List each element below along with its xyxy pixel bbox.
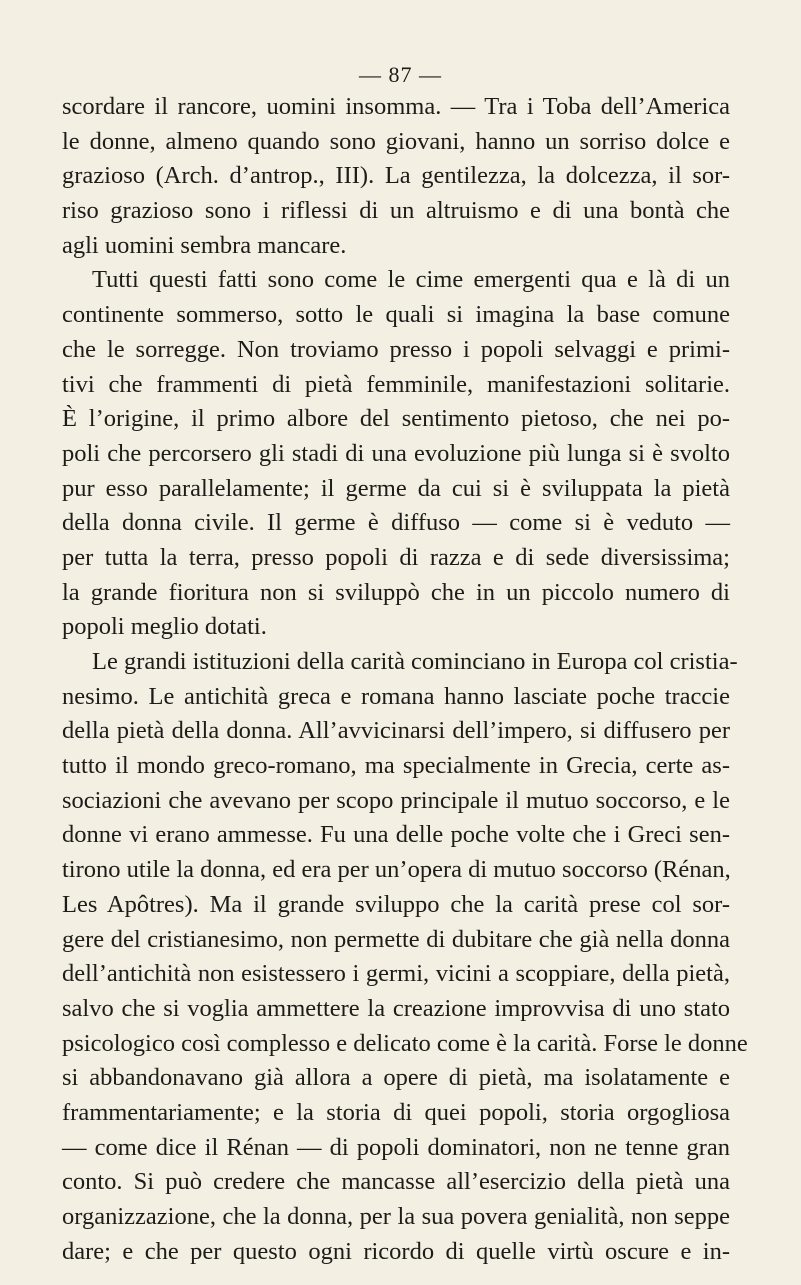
text-line: psicologico così complesso e delicato come è la carità. Forse le donne xyxy=(62,1029,748,1057)
text-line: popoli meglio dotati. xyxy=(62,613,267,641)
text-line: dell’antichità non esistessero i germi, vicini a scoppiare, della pietà, xyxy=(62,960,730,988)
text-line: poli che percorsero gli stadi di una evoluzione più lunga si è svolto xyxy=(62,439,730,467)
text-line: frammentariamente; e la storia di quei popoli, storia orgogliosa xyxy=(62,1098,730,1126)
text-line: salvo che si voglia ammettere la creazione improvvisa di uno stato xyxy=(62,994,730,1022)
text-line: nesimo. Le antichità greca e romana hanno lasciate poche traccie xyxy=(62,682,730,710)
text-line: donne vi erano ammesse. Fu una delle poche volte che i Greci sen- xyxy=(62,821,730,849)
text-line: sociazioni che avevano per scopo principale il mutuo soccorso, e le xyxy=(62,786,730,814)
text-line: — come dice il Rénan — di popoli dominatori, non ne tenne gran xyxy=(62,1133,730,1161)
text-line: grazioso (Arch. d’antrop., III). La gentilezza, la dolcezza, il sor- xyxy=(62,162,730,190)
text-line: la grande fioritura non si sviluppò che in un piccolo numero di xyxy=(62,578,730,606)
text-line: della donna civile. Il germe è diffuso — come si è veduto — xyxy=(62,509,730,537)
text-line: continente sommerso, sotto le quali si imagina la base comune xyxy=(62,301,730,329)
text-line: gere del cristianesimo, non permette di dubitare che già nella donna xyxy=(62,925,730,953)
text-line: tutto il mondo greco-romano, ma specialmente in Grecia, certe as- xyxy=(62,752,730,780)
text-line: Les Apôtres). Ma il grande sviluppo che la carità prese col sor- xyxy=(62,890,730,918)
page-number: — 87 — xyxy=(359,62,442,87)
text-line: Tutti questi fatti sono come le cime emergenti qua e là di un xyxy=(92,266,730,294)
text-line: Le grandi istituzioni della carità cominciano in Europa col cristia- xyxy=(92,648,738,675)
text-line: della pietà della donna. All’avvicinarsi dell’impero, si diffusero per xyxy=(62,717,730,745)
text-line: conto. Si può credere che mancasse all’esercizio della pietà una xyxy=(62,1168,730,1196)
text-line: pur esso parallelamente; il germe da cui si è sviluppata la pietà xyxy=(62,474,730,502)
text-line: si abbandonavano già allora a opere di pietà, ma isolatamente e xyxy=(62,1064,730,1092)
text-line: riso grazioso sono i riflessi di un altruismo e di una bontà che xyxy=(62,197,730,225)
text-line: scordare il rancore, uomini insomma. — Tra i Toba dell’America xyxy=(62,93,730,120)
text-line: organizzazione, che la donna, per la sua povera genialità, non seppe xyxy=(62,1203,730,1230)
text-line: per tutta la terra, presso popoli di razza e di sede diversissima; xyxy=(62,543,730,571)
text-line: le donne, almeno quando sono giovani, hanno un sorriso dolce e xyxy=(62,127,730,155)
text-line: dare; e che per questo ogni ricordo di quelle virtù oscure e in- xyxy=(62,1237,730,1265)
body-text xyxy=(62,90,748,1269)
text-line: tirono utile la donna, ed era per un’opera di mutuo soccorso (Rénan, xyxy=(62,856,731,884)
text-line: È l’origine, il primo albore del sentimento pietoso, che nei po- xyxy=(62,405,730,433)
text-line: che le sorregge. Non troviamo presso i popoli selvaggi e primi- xyxy=(62,335,730,363)
text-line: tivi che frammenti di pietà femminile, manifestazioni solitarie. xyxy=(62,370,730,398)
text-line: agli uomini sembra mancare. xyxy=(62,231,347,259)
